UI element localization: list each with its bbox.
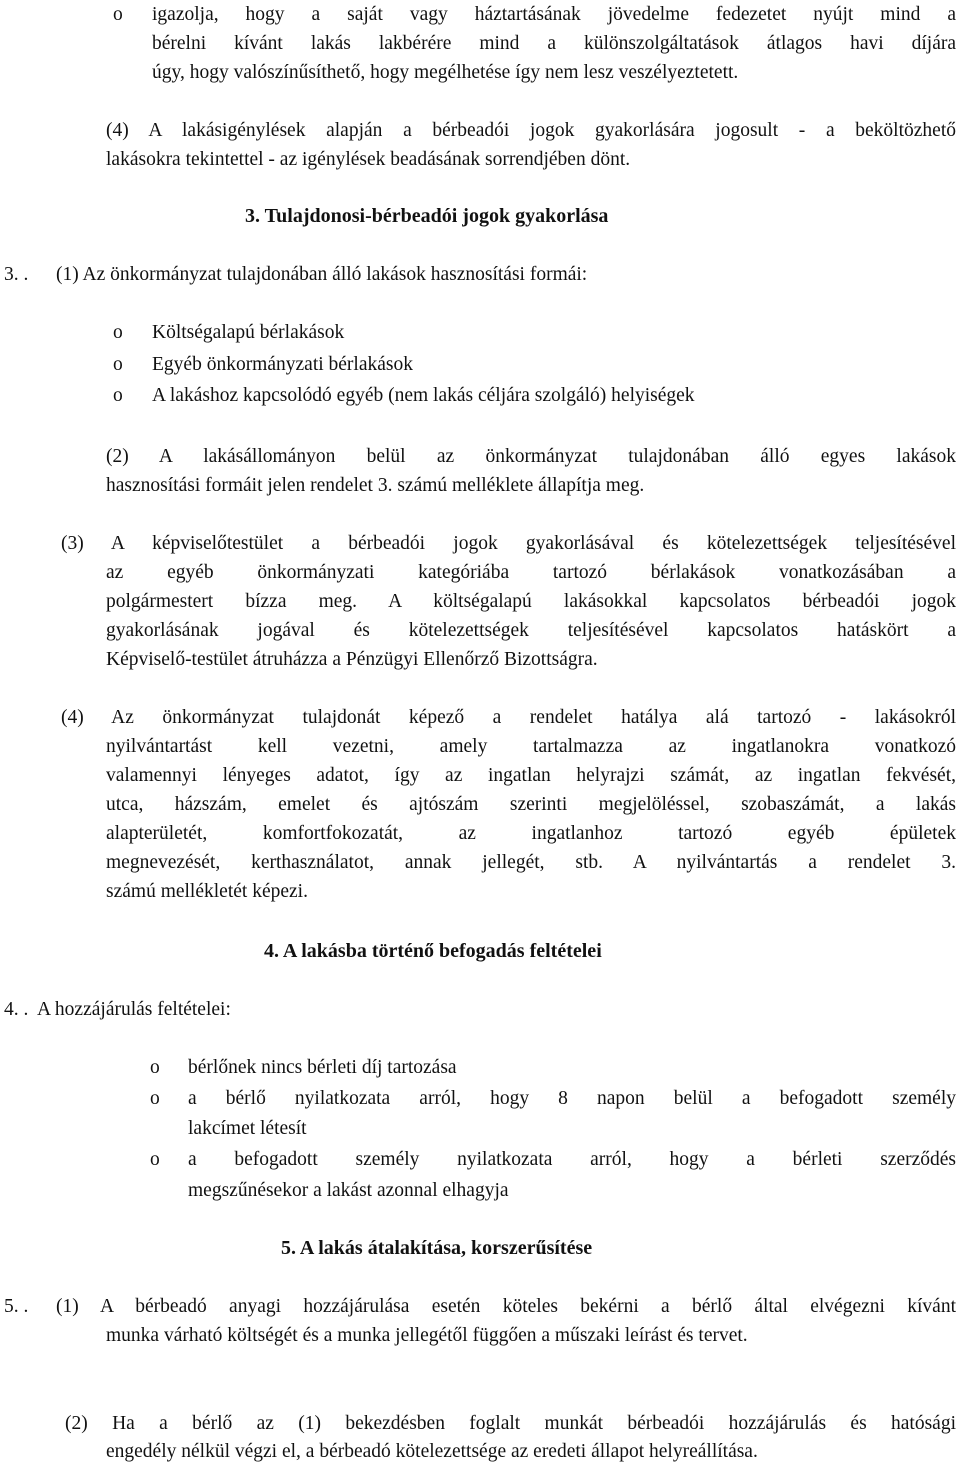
section-5-p2-line-2: engedély nélkül végzi el, a bérbeadó kötelezettsége az eredeti állapot helyreállítása. xyxy=(106,1441,758,1462)
section-3-p3-line-3: polgármestert bízza meg. A költségalapú lakásokkal kapcsolatos bérbeadói jogok xyxy=(106,591,956,612)
bullet-icon: o xyxy=(150,1149,160,1170)
section-3-p3-line-1: (3) A képviselőtestület a bérbeadói jogok gyakorlásával és kötelezettségek teljesítésével xyxy=(61,533,956,554)
section-3-heading: 3. Tulajdonosi-bérbeadói jogok gyakorlása xyxy=(245,205,609,227)
section-4-item-1: bérlőnek nincs bérleti díj tartozása xyxy=(188,1057,457,1078)
section-3-p4-line-4: utca, házszám, emelet és ajtószám szerinti megjelöléssel, szobaszámát, a lakás xyxy=(106,794,956,815)
section-3-item-3: A lakáshoz kapcsolódó egyéb (nem lakás céljára szolgáló) helyiségek xyxy=(152,385,695,406)
bullet-icon: o xyxy=(150,1088,160,1109)
section-3-p3-line-4: gyakorlásának jogával és kötelezettségek teljesítésével kapcsolatos hatáskört a xyxy=(106,620,956,641)
bullet-icon: o xyxy=(113,322,123,343)
section-3-p4-line-3: valamennyi lényeges adatot, így az ingatlan helyrajzi számát, az ingatlan fekvését, xyxy=(106,765,956,786)
section-3-p4-line-2: nyilvántartást kell vezetni, amely tartalmazza az ingatlanokra vonatkozó xyxy=(106,736,956,757)
section-4-item-3-line-1: a befogadott személy nyilatkozata arról, hogy a bérleti szerződés xyxy=(188,1149,956,1170)
section-4-item-2-line-1: a bérlő nyilatkozata arról, hogy 8 napon belül a befogadott személy xyxy=(188,1088,956,1109)
section-3-p1-text: (1) Az önkormányzat tulajdonában álló lakások hasznosítási formái: xyxy=(56,264,588,285)
intro-line-1: igazolja, hogy a saját vagy háztartásának jövedelme fedezetet nyújt mind a xyxy=(152,4,956,25)
section-3-p4-line-1: (4) Az önkormányzat tulajdonát képező a rendelet hatálya alá tartozó - lakásokról xyxy=(61,707,956,728)
section-3-p1-label: 3. . xyxy=(4,264,29,285)
intro-line-2: bérelni kívánt lakás lakbérére mind a különszolgáltatások átlagos havi díjára xyxy=(152,33,956,54)
prev-p4-line-1: (4) A lakásigénylések alapján a bérbeadói jogok gyakorlására jogosult - a beköltözhető xyxy=(106,120,956,141)
section-4-heading: 4. A lakásba történő befogadás feltételei xyxy=(264,940,602,962)
bullet-icon: o xyxy=(113,354,123,375)
section-3-item-2: Egyéb önkormányzati bérlakások xyxy=(152,354,413,375)
section-3-p4-line-6: megnevezését, kerthasználatot, annak jellegét, stb. A nyilvántartás a rendelet 3. xyxy=(106,852,956,873)
section-4-intro: 4. . A hozzájárulás feltételei: xyxy=(4,999,231,1020)
section-3-p2-line-1: (2) A lakásállományon belül az önkormányzat tulajdonában álló egyes lakások xyxy=(106,446,956,467)
bullet-icon: o xyxy=(150,1057,160,1078)
section-3-p2-line-2: hasznosítási formáit jelen rendelet 3. számú melléklete állapítja meg. xyxy=(106,475,645,496)
section-5-heading: 5. A lakás átalakítása, korszerűsítése xyxy=(281,1237,593,1259)
prev-p4-line-2: lakásokra tekintettel - az igénylések beadásának sorrendjében dönt. xyxy=(106,149,631,170)
bullet-icon: o xyxy=(113,385,123,406)
bullet-icon: o xyxy=(113,4,123,25)
section-5-p1-line-1: (1) A bérbeadó anyagi hozzájárulása esetén köteles bekérni a bérlő által elvégezni kívánt xyxy=(56,1296,956,1317)
section-4-item-3-line-2: megszűnésekor a lakást azonnal elhagyja xyxy=(188,1180,509,1201)
section-3-item-1: Költségalapú bérlakások xyxy=(152,322,345,343)
section-3-p3-line-2: az egyéb önkormányzati kategóriába tartozó bérlakások vonatkozásában a xyxy=(106,562,956,583)
section-4-item-2-line-2: lakcímet létesít xyxy=(188,1118,307,1139)
section-3-p4-line-7: számú mellékletét képezi. xyxy=(106,881,308,902)
section-3-p3-line-5: Képviselő-testület átruházza a Pénzügyi Ellenőrző Bizottságra. xyxy=(106,649,598,670)
section-5-p2-line-1: (2) Ha a bérlő az (1) bekezdésben foglalt munkát bérbeadói hozzájárulás és hatósági xyxy=(65,1413,956,1434)
section-3-p4-line-5: alapterületét, komfortfokozatát, az ingatlanhoz tartozó egyéb épületek xyxy=(106,823,956,844)
intro-line-3: úgy, hogy valószínűsíthető, hogy megélhetése így nem lesz veszélyeztetett. xyxy=(152,62,739,83)
section-5-p1-line-2: munka várható költségét és a munka jellegétől függően a műszaki leírást és tervet. xyxy=(106,1325,748,1346)
section-5-p1-label: 5. . xyxy=(4,1296,29,1317)
